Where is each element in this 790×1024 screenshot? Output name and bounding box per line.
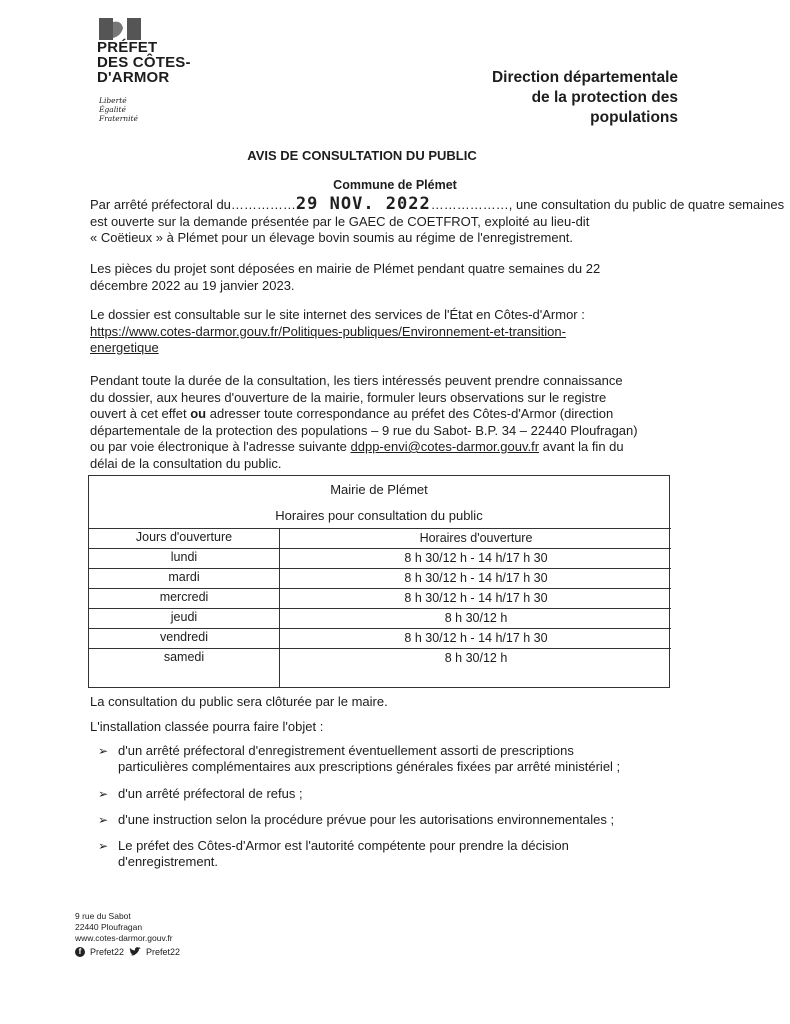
cloture-text: La consultation du public sera clôturée par le maire. xyxy=(90,694,388,709)
table-row xyxy=(89,649,671,668)
table-body xyxy=(89,528,671,668)
hours-cell: 8 h 30/12 h - 14 h/17 h 30 xyxy=(404,591,548,605)
intro-line: est ouverte sur la demande présentée par le GAEC de COETFROT, exploité au lieu-dit xyxy=(90,213,590,229)
republic-motto xyxy=(99,96,138,123)
bullet-line: d'un arrêté préfectoral de refus ; xyxy=(118,786,303,801)
direction-line: Direction départementale xyxy=(491,69,678,86)
pieces-line: Les pièces du projet sont déposées en mairie de Plémet pendant quatre semaines du 22 xyxy=(90,261,601,276)
pieces-paragraph xyxy=(90,261,680,294)
bullet-line: d'un arrêté préfectoral d'enregistrement éventuellement assorti de prescriptions xyxy=(118,743,574,758)
bullet-line: particulières complémentaires aux prescriptions générales fixées par arrêté ministériel ; xyxy=(118,759,621,774)
arrow-bullet-icon: ➢ xyxy=(98,744,109,758)
intro-paragraph xyxy=(90,194,785,247)
pendant-line: ouvert à cet effet xyxy=(90,406,187,421)
table-row xyxy=(89,589,671,609)
pendant-line: délai de la consultation du public. xyxy=(90,455,282,471)
direction-line: de la protection des xyxy=(531,89,678,106)
opening-hours-table xyxy=(88,475,670,688)
intro-line1-suffix: , une consultation du public de quatre semaines xyxy=(508,197,785,212)
pendant-line: du dossier, aux heures d'ouverture de la mairie, formuler leurs observations sur le registre xyxy=(90,389,607,405)
hours-cell: 8 h 30/12 h - 14 h/17 h 30 xyxy=(404,551,548,565)
pendant-paragraph xyxy=(90,373,680,472)
facebook-icon[interactable]: f xyxy=(75,947,85,957)
social-links xyxy=(75,947,180,957)
document-title: AVIS DE CONSULTATION DU PUBLIC xyxy=(247,148,477,163)
table-row xyxy=(89,569,671,589)
dossier-paragraph xyxy=(90,307,680,357)
table-row xyxy=(89,609,671,629)
logo-line: D'ARMOR xyxy=(97,69,170,86)
motto-line: Égalité xyxy=(99,105,126,114)
arrow-bullet-icon: ➢ xyxy=(98,787,109,801)
bullet-line: d'enregistrement. xyxy=(118,854,219,869)
marianne-flag-icon xyxy=(99,18,141,40)
pendant-line: adresser toute correspondance au préfet des Côtes-d'Armor (direction xyxy=(209,406,614,421)
direction-line: populations xyxy=(590,109,678,126)
installation-text: L'installation classée pourra faire l'objet : xyxy=(90,719,324,734)
day-cell: jeudi xyxy=(170,610,198,624)
intro-line: « Coëtieux » à Plémet pour un élevage bovin soumis au régime de l'enregistrement. xyxy=(90,230,574,245)
pendant-ou: ou xyxy=(190,406,207,421)
hours-cell: 8 h 30/12 h xyxy=(444,611,508,625)
logo-line: DES CÔTES- xyxy=(97,54,191,71)
table-title: Mairie de Plémet xyxy=(330,482,428,497)
date-dots: …………… xyxy=(230,197,296,212)
dossier-link[interactable]: energetique xyxy=(90,340,159,355)
arrow-bullet-icon: ➢ xyxy=(98,839,109,853)
footer-address xyxy=(75,911,173,944)
day-cell: mardi xyxy=(168,570,200,584)
handwritten-date: 29 NOV. 2022 xyxy=(295,194,431,214)
day-cell: vendredi xyxy=(160,630,208,644)
twitter-handle[interactable]: Prefet22 xyxy=(146,947,181,957)
table-subtitle: Horaires pour consultation du public xyxy=(275,508,483,523)
day-cell: samedi xyxy=(163,650,205,664)
table-row xyxy=(89,549,671,569)
pieces-line: décembre 2022 au 19 janvier 2023. xyxy=(90,277,295,293)
direction-heading xyxy=(430,68,678,128)
col-header-hours: Horaires d'ouverture xyxy=(419,531,533,545)
date-dots: ……………… xyxy=(430,197,509,212)
prefet-logo-text xyxy=(97,40,217,85)
hours-cell: 8 h 30/12 h - 14 h/17 h 30 xyxy=(404,631,548,645)
pendant-line: départementale de la protection des populations – 9 rue du Sabot- B.P. 34 – 22440 Ploufragan) xyxy=(90,422,638,438)
facebook-handle[interactable]: Prefet22 xyxy=(90,947,125,957)
footer-line: 22440 Ploufragan xyxy=(75,922,143,932)
intro-prefix: Par arrêté préfectoral du xyxy=(90,197,231,212)
arrow-bullet-icon: ➢ xyxy=(98,813,109,827)
footer-line: 9 rue du Sabot xyxy=(75,911,131,921)
bullet-line: Le préfet des Côtes-d'Armor est l'autorité compétente pour prendre la décision xyxy=(118,838,569,853)
pendant-line: avant la fin du xyxy=(542,439,624,454)
bullet-line: d'une instruction selon la procédure prévue pour les autorisations environnementales ; xyxy=(118,812,615,827)
motto-line: Fraternité xyxy=(99,114,138,123)
table-row xyxy=(89,629,671,649)
email-link[interactable]: ddpp-envi@cotes-darmor.gouv.fr xyxy=(350,439,540,454)
pendant-line: Pendant toute la durée de la consultation, les tiers intéressés peuvent prendre connaissance xyxy=(90,373,623,388)
footer-website[interactable]: www.cotes-darmor.gouv.fr xyxy=(75,933,173,943)
hours-cell: 8 h 30/12 h - 14 h/17 h 30 xyxy=(404,571,548,585)
hours-cell: 8 h 30/12 h xyxy=(444,651,508,665)
day-cell: lundi xyxy=(170,550,198,564)
dossier-line: Le dossier est consultable sur le site internet des services de l'État en Côtes-d'Armor : xyxy=(90,307,585,322)
day-cell: mercredi xyxy=(159,590,209,604)
pendant-line: ou par voie électronique à l'adresse suivante xyxy=(90,439,347,454)
logo-line: PRÉFET xyxy=(97,39,158,56)
commune-heading: Commune de Plémet xyxy=(333,178,457,192)
dossier-link[interactable]: https://www.cotes-darmor.gouv.fr/Politiques-publiques/Environnement-et-transition- xyxy=(90,323,566,339)
table-header-row xyxy=(89,529,671,549)
motto-line: Liberté xyxy=(99,96,127,105)
twitter-icon[interactable] xyxy=(129,947,141,957)
col-header-days: Jours d'ouverture xyxy=(135,530,233,544)
